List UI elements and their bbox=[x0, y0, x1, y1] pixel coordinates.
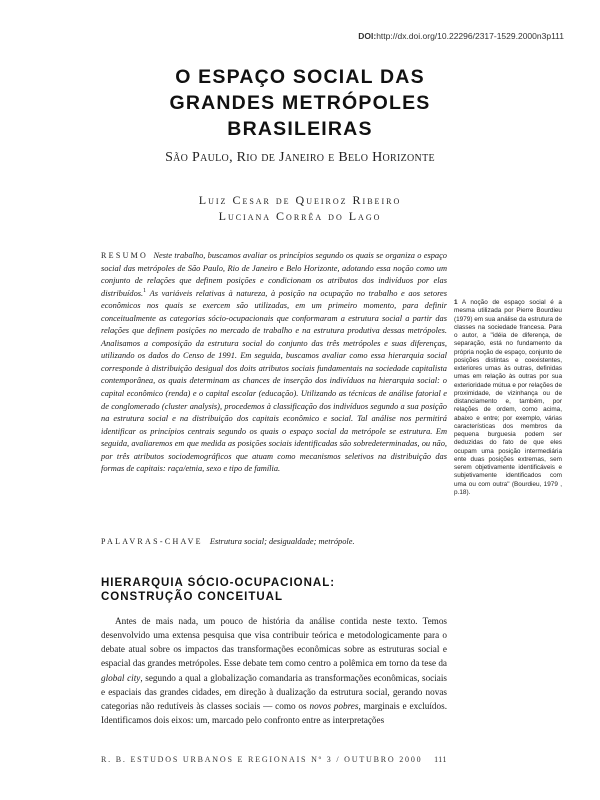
footnote bbox=[454, 299, 562, 497]
author-name: Luiz Cesar de Queiroz Ribeiro bbox=[198, 193, 402, 207]
footnote-text: A noção de espaço social é a mesma utilizada por Pierre Bourdieu (1979) em sua análise da estrutura de classes na sociedade francesa. Para o autor, a "idéia de diferença, de separação, está no fundamento da própria noção de espaço, conjunto de posições distintas e coexistentes, exteriores umas às outras, definidas umas em relação às outras por sua exterioridade mútua e por relações de proximidade, de vizinhança ou de distanciamento e, também, por relações de ordem, como acima, abaixo e entre; por exemplo, várias características dos membros da pequena burguesia podem ser deduzidas do fato de que eles ocupam uma posição intermediária ente duas posições extremas, sem serem objetivamente identificáveis e subjetivamente identificados com uma ou com outra" (Bourdieu, 1979 , p.18). bbox=[454, 299, 562, 496]
footnote-number: 1 bbox=[454, 299, 458, 306]
page-footer bbox=[101, 755, 447, 764]
authors bbox=[100, 192, 500, 224]
author-name: Luciana Corrêa do Lago bbox=[218, 209, 382, 223]
body-emphasis: global city bbox=[101, 672, 141, 683]
journal-reference: R. B. ESTUDOS URBANOS E REGIONAIS Nº 3 / OUTUBRO 2000 bbox=[101, 755, 423, 764]
article-title bbox=[100, 64, 500, 142]
doi-link[interactable]: http://dx.doi.org/10.22296/2317-1529.2000n3p111 bbox=[376, 31, 564, 41]
footnote-reference[interactable]: 1 bbox=[143, 287, 147, 294]
article-subtitle: São Paulo, Rio de Janeiro e Belo Horizonte bbox=[165, 150, 435, 165]
body-emphasis: novos pobres bbox=[309, 700, 359, 711]
page-number: 111 bbox=[434, 755, 447, 764]
section-heading-line: HIERARQUIA SÓCIO-OCUPACIONAL: bbox=[101, 577, 336, 589]
title-line: O ESPAÇO SOCIAL DAS bbox=[175, 66, 425, 88]
keywords-label: PALAVRAS-CHAVE bbox=[101, 537, 203, 546]
doi-label: DOI: bbox=[358, 31, 377, 41]
abstract bbox=[101, 250, 447, 476]
body-text: Antes de mais nada, um pouco de história da análise contida neste texto. Temos desenvolvido uma extensa pesquisa que visa contribuir teórica e metodologicamente para o debate atual sobre os impactos das transformações econômicas sobre as estruturas social e espacial das grandes metrópoles. Esse debate tem como centro a polêmica em torno da tese da bbox=[101, 616, 447, 669]
keywords bbox=[101, 536, 447, 548]
section-heading bbox=[101, 576, 447, 604]
body-text: , marginais e excluídos. Identificamos dois eixos: um, marcado pelo confronto entre as interpretações bbox=[101, 700, 447, 726]
title-line: GRANDES METRÓPOLES bbox=[169, 92, 431, 114]
doi-line bbox=[358, 31, 564, 41]
abstract-text: Neste trabalho, buscamos avaliar os princípios segundo os quais se organiza o espaço social das metrópoles de São Paulo, Rio de Janeiro e Belo Horizonte, adotando essa noção como um conjunto de relações que definem posições e condicionam os atributos dos indivíduos por elas distribuídos. bbox=[101, 251, 447, 298]
keywords-value: Estrutura social; desigualdade; metrópole. bbox=[209, 537, 355, 546]
body-paragraph bbox=[101, 614, 447, 727]
abstract-text: As variáveis relativas à natureza, à posição na ocupação no trabalho e aos setores econômicos nos quais se exercem são utilizadas, em um primeiro momento, para definir conceitualmente as categorias sócio-ocupacionais que conformaram a estrutura social a partir das relações que definem posições no mercado de trabalho e na estrutura produtiva dessas metrópoles. Analisamos a composição da estrutura social do conjunto das três metrópoles e suas diferenças, utilizando os dados do Censo de 1991. Em seguida, buscamos avaliar como essa hierarquia social corresponde à distribuição desigual dos doits atributos sociais fundamentais na sociedade capitalista contemporânea, os quais determinam as chances de inserção dos indivíduos na hierarquia social: o capital econômico (renda) e o capital escolar (educação). Utilizando as técnicas de análise fatorial e de conglomerado (cluster analysis), procedemos à classificação dos indivíduos segundo a sua posição na estrutura social e na distribuição dos capitais econômico e social. Tal análise nos permitirá identificar os princípios centrais segundo os quais o espaço social da metrópole se estrutura. Em seguida, avaliaremos em que medida as posições sociais identificadas são sobredeterminadas, ou não, por três atributos sociodemográficos que atuam como mecanismos seletivos na distribuição das formas de capitais: raça/etnia, sexo e tipo de família. bbox=[101, 288, 447, 474]
abstract-label: RESUMO bbox=[101, 251, 149, 260]
section-heading-line: CONSTRUÇÃO CONCEITUAL bbox=[101, 591, 283, 603]
body-text: , segundo a qual a globalização comandaria as transformações econômicas, sociais e espaciais das grandes cidades, em direção à dualização da estrutura social, gerando novas categorias não redutíveis às classes sociais — como os bbox=[101, 672, 448, 711]
title-line: BRASILEIRAS bbox=[227, 118, 373, 140]
